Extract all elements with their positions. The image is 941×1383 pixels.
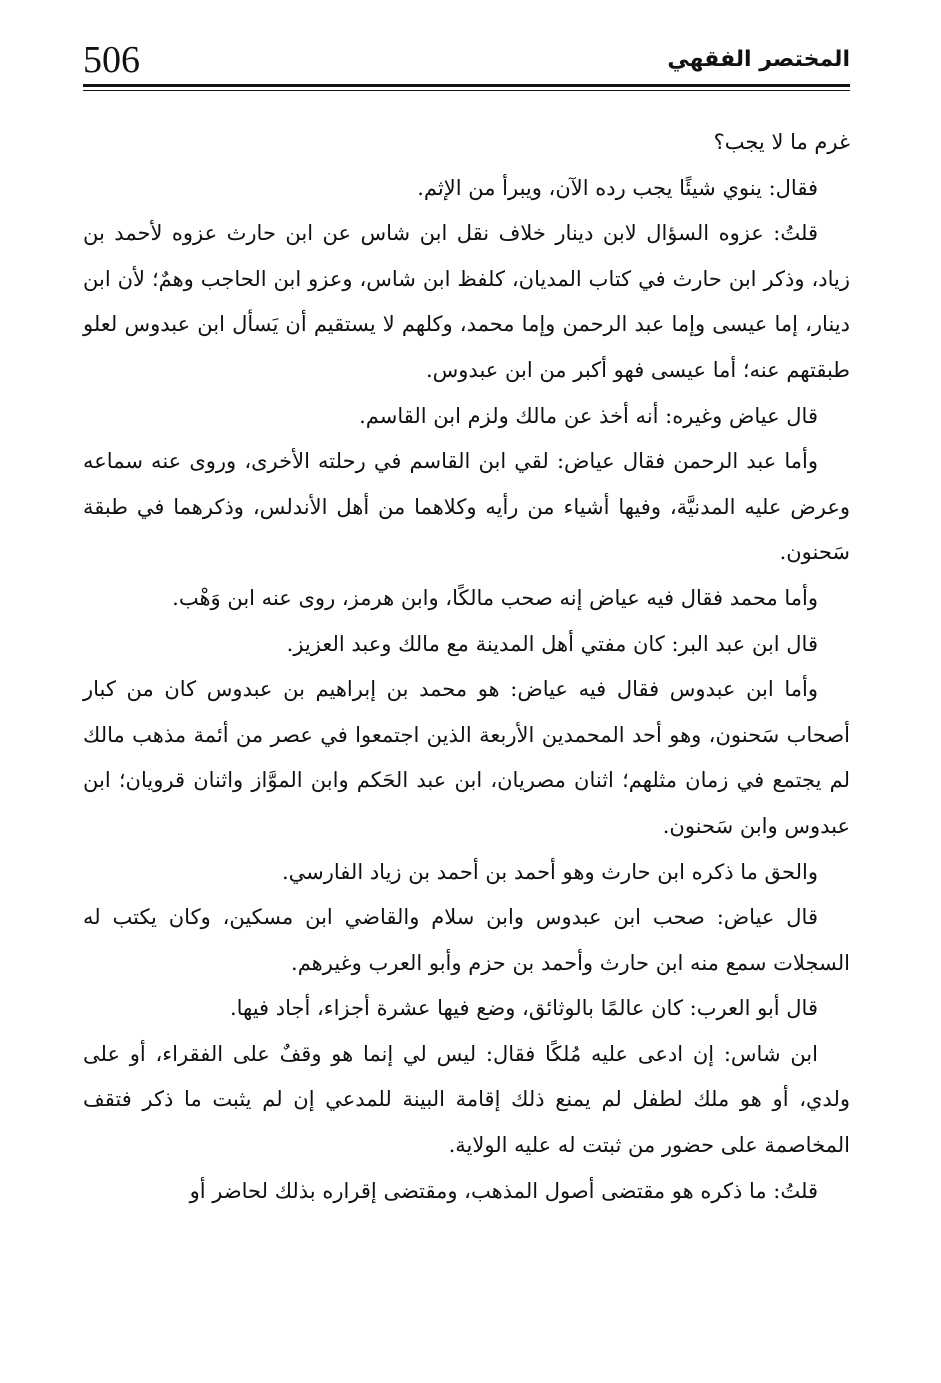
paragraph: قلتُ: ما ذكره هو مقتضى أصول المذهب، ومقتضى إقراره بذلك لحاضر أو	[189, 1178, 818, 1203]
header-rule-thin	[83, 90, 850, 91]
paragraph: وأما محمد فقال فيه عياض إنه صحب مالكًا، وابن هرمز، روى عنه ابن وَهْب.	[172, 585, 818, 610]
paragraph: قال عياض وغيره: أنه أخذ عن مالك ولزم ابن القاسم.	[359, 403, 818, 428]
paragraph: وأما عبد الرحمن فقال عياض: لقي ابن القاسم في رحلته الأخرى، وروى عنه سماعه وعرض عليه المدنيَّة، وفيها أشياء من رأيه وكلاهما من أهل الأندلس، وذكرهما في طبقة سَحنون.	[83, 449, 850, 565]
running-title: المختصر الفقهي	[667, 47, 850, 72]
paragraph: قال عياض: صحب ابن عبدوس وابن سلام والقاضي ابن مسكين، وكان يكتب له السجلات سمع منه ابن حارث وأحمد بن حزم وأبو العرب وغيرهم.	[83, 905, 850, 975]
paragraph: وأما ابن عبدوس فقال فيه عياض: هو محمد بن إبراهيم بن عبدوس كان من كبار أصحاب سَحنون، وهو أحد المحمدين الأربعة الذين اجتمعوا في عصر من أئمة مذهب مالك لم يجتمع في زمان مثلهم؛ اثنان مصريان، ابن عبد الحَكم وابن الموَّاز واثنان قرويان؛ ابن عبدوس وابن سَحنون.	[83, 677, 850, 838]
body-text	[83, 120, 850, 1214]
paragraph: فقال: ينوي شيئًا يجب رده الآن، ويبرأ من الإثم.	[417, 175, 818, 200]
page-number: 506	[83, 39, 140, 81]
paragraph: والحق ما ذكره ابن حارث وهو أحمد بن أحمد بن زياد الفارسي.	[281, 859, 818, 884]
paragraph: ابن شاس: إن ادعى عليه مُلكًا فقال: ليس لي إنما هو وقفٌ على الفقراء، أو على ولدي، أو هو ملك لطفل لم يمنع ذلك إقامة البينة للمدعي إن لم يثبت ما ذكر فتقف المخاصمة على حضور من ثبتت له عليه الولاية.	[83, 1041, 850, 1158]
page-header	[83, 40, 850, 80]
paragraph: قال أبو العرب: كان عالمًا بالوثائق، وضع فيها عشرة أجزاء، أجاد فيها.	[229, 996, 818, 1021]
paragraph: غرم ما لا يجب؟	[713, 130, 850, 154]
paragraph: قلتُ: عزوه السؤال لابن دينار خلاف نقل ابن شاس عن ابن حارث عزوه لأحمد بن زياد، وذكر ابن حارث في كتاب المديان، كلفظ ابن شاس، وعزو ابن الحاجب وهمٌ؛ لأن ابن دينار، إما عيسى وإما عبد الرحمن وإما محمد، وكلهم لا يستقيم أن يَسأل ابن عبدوس لعلو طبقتهم عنه؛ أما عيسى فهو أكبر من ابن عبدوس.	[83, 221, 850, 382]
header-rule	[83, 84, 850, 87]
paragraph: قال ابن عبد البر: كان مفتي أهل المدينة مع مالك وعبد العزيز.	[286, 631, 818, 656]
